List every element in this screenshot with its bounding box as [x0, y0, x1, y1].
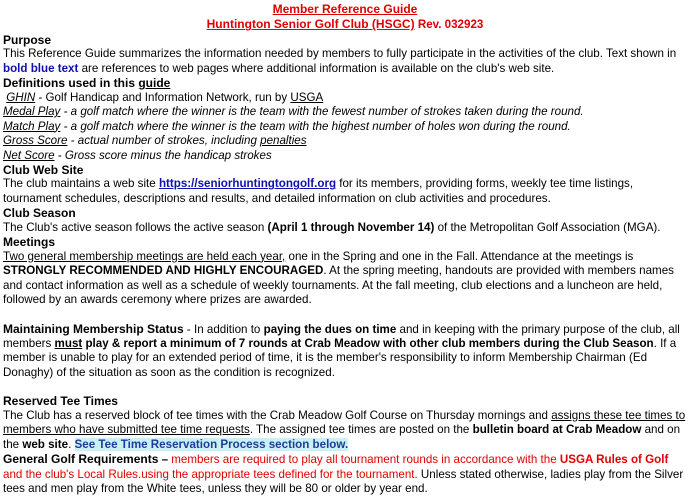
definition-medal-play — [3, 105, 687, 119]
tee-times-heading: Reserved Tee Times — [3, 394, 118, 409]
ghin-term-link[interactable]: GHIN — [6, 90, 36, 104]
meetings-heading: Meetings — [3, 235, 56, 250]
meetings-text-1: one in the Spring and one in the Fall. Attendance at the meetings is — [285, 249, 634, 263]
season-paragraph — [3, 221, 687, 235]
definitions-heading-text: Definitions used in this — [3, 76, 139, 91]
meetings-paragraph — [3, 250, 687, 308]
web-site-emphasis: web site — [22, 437, 69, 451]
revision-label: Rev. 032923 — [414, 18, 484, 32]
general-red-text-2: and the club's Local Rules.using the appropriate tees defined for the tournament. — [3, 467, 418, 481]
general-red-text-1: members are required to play all tournament rounds in accordance with the — [171, 453, 560, 467]
definitions-heading — [3, 76, 687, 90]
membership-heading: Maintaining Membership Status — [3, 321, 184, 336]
membership-text-3: . If a member is unable to play for an extended period of time, it is the member's responsibility to inform Membership Chairman (Ed Donaghy) of the situation as soon as the condition is recognized. — [3, 336, 677, 379]
definition-match-play — [3, 120, 687, 134]
meetings-emphasis: STRONGLY RECOMMENDED AND HIGHLY ENCOURAGED — [3, 264, 324, 278]
bold-blue-text-sample: bold blue text — [3, 61, 79, 75]
membership-must: must — [54, 336, 83, 350]
spacer — [3, 308, 687, 322]
website-text-2: for its members, providing forms, weekly tee time listings, tournament schedules, descriptions and results, and detailed information on club activities and procedures. — [3, 177, 634, 205]
usga-rules-emphasis: USGA Rules of Golf — [559, 453, 669, 467]
tee-times-text-4: . — [68, 437, 75, 451]
season-text-1: The Club's active season follows the active season — [3, 220, 268, 234]
match-play-link[interactable]: Match Play — [3, 119, 61, 133]
ghin-description: - Golf Handicap and Information Network, run by — [35, 90, 291, 104]
general-requirements-heading: General Golf Requirements — [3, 452, 159, 467]
definition-net-score — [3, 149, 687, 163]
title-line — [3, 2, 687, 17]
subtitle-line — [3, 17, 687, 32]
website-text-1: The club maintains a web site — [3, 177, 159, 191]
tee-times-underlined-text: assigns these tee times to members who have submitted tee time requests — [3, 408, 686, 437]
tee-times-text-3: and on the — [3, 423, 681, 451]
purpose-text-1: This Reference Guide summarizes the information needed by members to fully participate in the activities of the club. Text shown in — [3, 47, 677, 61]
guide-link[interactable]: guide — [138, 76, 171, 91]
general-text-1: Unless stated otherwise, ladies play from the Silver tees and men play from the White tees, unless they will be 80 or older by year end. — [3, 467, 684, 496]
definition-gross-score — [3, 134, 687, 148]
net-score-description: - Gross score minus the handicap strokes — [54, 148, 272, 162]
website-paragraph — [3, 177, 687, 206]
usga-link[interactable]: USGA — [290, 90, 324, 104]
bulletin-board-emphasis: bulletin board at Crab Meadow — [472, 423, 642, 437]
membership-text-1: - In addition to — [183, 322, 264, 336]
purpose-paragraph — [3, 47, 687, 76]
season-text-2: of the Metropolitan Golf Association (MGA). — [434, 220, 661, 234]
meetings-text-2: . At the spring meeting, handouts are provided with members names and contact information as well as a schedule of weekly tournaments. At the fall meeting, club elections and a luncheon are held, followed by an awards ceremony where prizes are awarded. — [3, 264, 674, 307]
tee-times-text-2: . The assigned tee times are posted on the — [249, 423, 473, 437]
membership-rounds-emphasis: play & report a minimum of 7 rounds at Crab Meadow with other club members during the Club Season — [82, 336, 654, 350]
general-dash: – — [158, 453, 172, 467]
medal-play-description: - a golf match where the winner is the team with the fewest number of strokes taken during the round. — [60, 105, 584, 119]
club-name-link[interactable]: Huntington Senior Golf Club (HSGC) — [206, 17, 415, 32]
tee-time-process-link[interactable]: See Tee Time Reservation Process section below. — [74, 437, 349, 451]
membership-text-2: and in keeping with the primary purpose of the club, all members — [3, 322, 680, 350]
gross-score-link[interactable]: Gross Score — [3, 134, 68, 148]
membership-paragraph — [3, 322, 687, 381]
season-dates: (April 1 through November 14) — [267, 220, 435, 234]
tee-times-paragraph — [3, 409, 687, 452]
tee-times-text-1: The Club has a reserved block of tee times with the Crab Meadow Golf Course on Thursday mornings and — [3, 408, 552, 422]
net-score-link[interactable]: Net Score — [3, 148, 55, 162]
definition-ghin — [3, 91, 687, 105]
gross-score-description: - actual number of strokes, including — [67, 134, 261, 148]
purpose-text-2: are references to web pages where additional information is available on the club's web site. — [78, 61, 555, 75]
general-requirements-paragraph — [3, 452, 687, 496]
match-play-description: - a golf match where the winner is the team with the highest number of holes won during the round. — [60, 119, 571, 133]
website-heading: Club Web Site — [3, 162, 84, 177]
spacer — [3, 380, 687, 394]
penalties-link[interactable]: penalties — [260, 134, 307, 148]
document-title: Member Reference Guide — [272, 2, 418, 16]
purpose-heading: Purpose — [3, 32, 52, 47]
medal-play-link[interactable]: Medal Play — [3, 105, 61, 119]
meetings-underlined-text: Two general membership meetings are held each year, — [3, 249, 286, 263]
membership-dues-emphasis: paying the dues on time — [263, 322, 397, 336]
season-heading: Club Season — [3, 206, 76, 221]
website-url-link[interactable]: https://seniorhuntingtongolf.org — [158, 177, 337, 191]
